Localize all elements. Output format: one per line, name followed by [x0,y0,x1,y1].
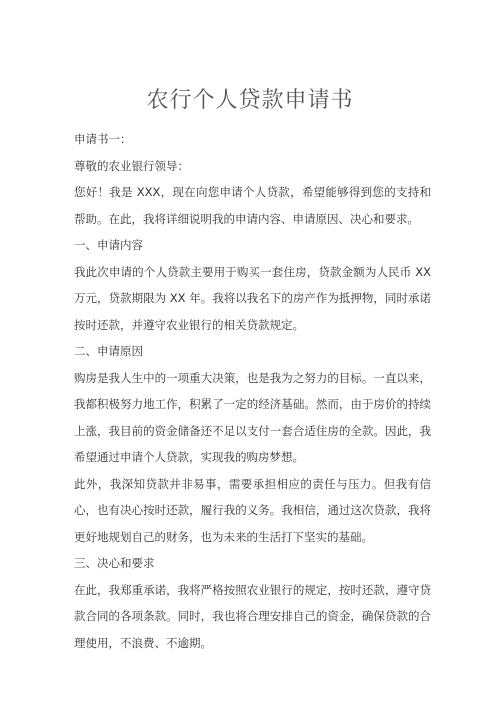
document-subtitle: 申请书一： [74,132,132,146]
salutation: 尊敬的农业银行领导： [74,158,189,173]
section-determination [74,550,431,656]
section-heading: 一、申请内容 [74,238,143,252]
section-paragraph: 我此次申请的个人贷款主要用于购买一套住房，贷款金额为人民币 XX 万元，贷款期限为 XX 年。我将以我名下的房产作为抵押物，同时承诺按时还款，并遵守农业银行的相关贷款规定。 [74,264,431,332]
section-paragraph: 在此，我郑重承诺，我将严格按照农业银行的规定，按时还款，遵守贷款合同的各项条款。同时，我也将合理安排自己的资金，确保贷款的合理使用，不浪费、不逾期。 [74,582,431,650]
section-paragraph: 此外，我深知贷款并非易事，需要承担相应的责任与压力。但我有信心，也有决心按时还款，履行我的义务。我相信，通过这次贷款，我将更好地规划自己的财务，也为未来的生活打下坚实的基础。 [74,476,431,544]
section-heading: 三、决心和要求 [74,556,155,570]
section-application-reason [74,338,431,550]
section-paragraph: 购房是我人生中的一项重大决策，也是我为之努力的目标。一直以来，我都积极努力地工作，积累了一定的经济基础。然而，由于房价的持续上涨，我目前的资金储备还不足以支付一套合适住房的全款。因此，我希望通过申请个人贷款，实现我的购房梦想。 [74,370,431,464]
document-body [74,126,431,656]
document-title: 农行个人贷款申请书 [146,88,354,113]
section-heading: 二、申请原因 [74,344,143,358]
section-application-content [74,232,431,338]
intro-paragraph: 您好！我是 XXX，现在向您申请个人贷款，希望能够得到您的支持和帮助。在此，我将详细说明我的申请内容、申请原因、决心和要求。 [74,185,431,226]
